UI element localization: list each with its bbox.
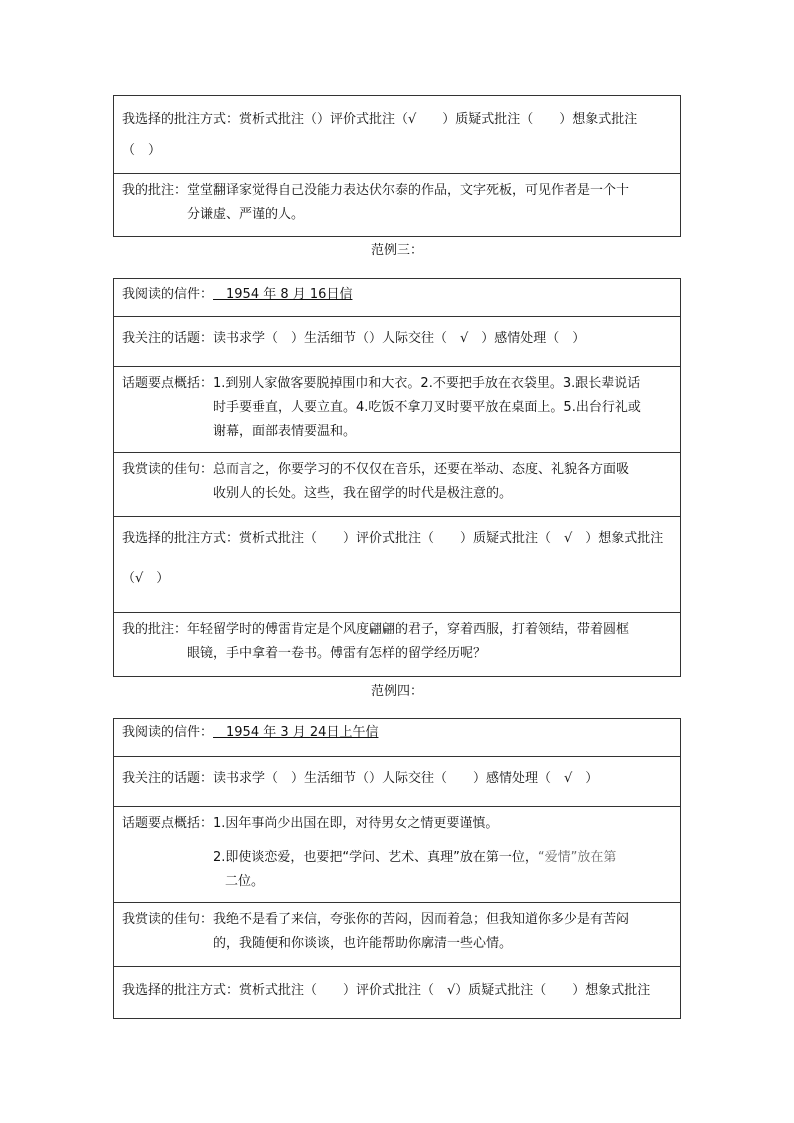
quote-line-1: 总而言之，你要学习的不仅仅在音乐，还要在举动、态度、礼貌各方面吸 [213, 462, 630, 477]
summary-line-1: 1.到别人家做客要脱掉围巾和大衣。2.不要把手放在衣袋里。3.跟长辈说话 [213, 376, 641, 391]
letter-label: 我阅读的信件： [122, 725, 214, 740]
topic-cell [113, 757, 681, 807]
topic-label: 我关注的话题： [122, 771, 214, 786]
note-label: 我的批注： [122, 183, 188, 198]
summary-line-3: 谢幕，面部表情要温和。 [213, 424, 357, 439]
note-line-2: 分谦虚、严谨的人。 [187, 207, 305, 222]
quote-cell [113, 903, 681, 967]
note-cell [113, 174, 681, 237]
note-label: 我的批注： [122, 622, 188, 637]
note-cell [113, 613, 681, 677]
topic-label: 我关注的话题： [122, 331, 214, 346]
note-line-1: 堂堂翻译家觉得自己没能力表达伏尔泰的作品，文字死板，可见作者是一个十 [187, 183, 630, 198]
letter-value: 1954 年 3 月 24日上午信 [213, 725, 379, 740]
summary-line-1: 1.因年事尚少出国在即，对待男女之情更要谨慎。 [213, 816, 499, 831]
summary-cell [113, 367, 681, 453]
methods-line-1: 我选择的批注方式：赏析式批注（）评价式批注（√ ）质疑式批注（ ）想象式批注 [122, 112, 638, 127]
example4-heading: 范例四： [370, 684, 423, 699]
letter-label: 我阅读的信件： [122, 287, 214, 302]
topic-value: 读书求学（ ）生活细节（）人际交往（ √ ）感情处理（ ） [213, 331, 586, 346]
summary-line-3: 二位。 [225, 874, 265, 889]
quote-line-2: 收别人的长处。这些，我在留学的时代是极注意的。 [213, 486, 513, 501]
quote-cell [113, 453, 681, 517]
quote-label: 我赏读的佳句： [122, 462, 214, 477]
annotation-table-example4 [113, 718, 681, 1019]
annotation-table-example3 [113, 278, 681, 677]
methods-cell [113, 95, 681, 174]
summary-cell [113, 807, 681, 903]
quote-line-2: 的，我随便和你谈谈，也许能帮助你廓清一些心情。 [213, 936, 513, 951]
summary-line-2a: 2.即使谈恋爱，也要把“学问、艺术、真理”放在第一位， [213, 850, 538, 865]
letter-cell [113, 278, 681, 317]
note-line-1: 年轻留学时的傅雷肯定是个风度翩翩的君子，穿着西服，打着领结，带着圆框 [187, 622, 630, 637]
letter-cell [113, 718, 681, 757]
letter-value: 1954 年 8 月 16日信 [213, 287, 353, 302]
methods-cell [113, 517, 681, 613]
example3-heading: 范例三： [370, 243, 423, 258]
summary-line-2: 时手要垂直，人要立直。4.吃饭不拿刀叉时要平放在桌面上。5.出台行礼或 [213, 400, 641, 415]
methods-line-1: 我选择的批注方式：赏析式批注（ ）评价式批注（ ）质疑式批注（ √ ）想象式批注 [122, 531, 664, 546]
methods-cell [113, 967, 681, 1019]
quote-label: 我赏读的佳句： [122, 912, 214, 927]
summary-line-2b: “爱情”放在第 [537, 850, 617, 865]
methods-line-2: （√ ） [122, 571, 170, 586]
summary-label: 话题要点概括： [122, 376, 214, 391]
summary-label: 话题要点概括： [122, 816, 214, 831]
topic-value: 读书求学（ ）生活细节（）人际交往（ ）感情处理（ √ ） [213, 771, 599, 786]
methods-line-1: 我选择的批注方式：赏析式批注（ ）评价式批注（ √）质疑式批注（ ）想象式批注 [122, 983, 651, 998]
topic-cell [113, 317, 681, 367]
summary-line-2 [213, 846, 672, 870]
annotation-table-top [113, 95, 681, 237]
methods-line-2: （ ） [122, 143, 162, 158]
note-line-2: 眼镜，手中拿着一卷书。傅雷有怎样的留学经历呢？ [187, 646, 487, 661]
quote-line-1: 我绝不是看了来信，夸张你的苦闷，因而着急；但我知道你多少是有苦闷 [213, 912, 630, 927]
